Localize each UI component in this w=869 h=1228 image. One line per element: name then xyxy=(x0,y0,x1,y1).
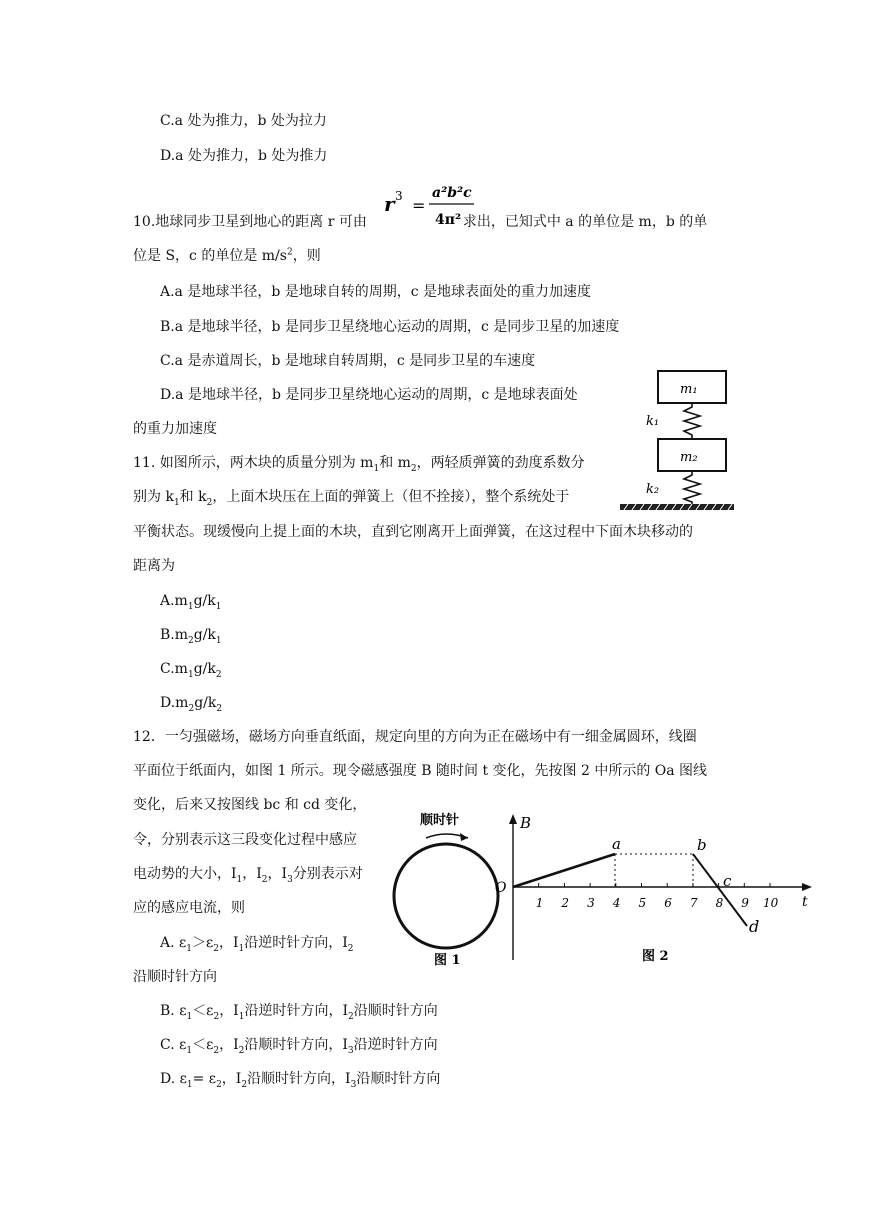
q10-stem-line1 xyxy=(133,215,707,229)
point-c-label: c xyxy=(723,872,732,890)
y-axis-arrow-icon xyxy=(509,814,517,824)
spring-k2 xyxy=(684,471,700,505)
q12-option-d: D. $\varepsilon_1= \varepsilon_2$，$I_2$沿顺时针方向，$I_3$沿顺时针方向 xyxy=(160,1071,441,1090)
q12-stem-line2: 平面位于纸面内，如图 1 所示。现令磁感强度 B 随时间 t 变化，先按图 2 中所示的 Oa 图线 xyxy=(133,763,708,779)
q12-stem-line1: 12．一匀强磁场，磁场方向垂直纸面，规定向里的方向为正在磁场中有一细金属圆环，线圈 xyxy=(133,729,697,745)
figure-2-caption: 图 2 xyxy=(642,949,669,964)
segment-bcd xyxy=(693,854,747,926)
formula-r: r xyxy=(384,192,395,216)
q11-option-a: $A.m_1g/k_1$ xyxy=(160,593,222,612)
x-tick-label: 1 xyxy=(535,896,544,910)
q11-option-b: $B.m_2g/k_1$ xyxy=(160,627,222,646)
q11-stem-line4: 距离为 xyxy=(133,558,175,574)
q12-option-b: B. $\varepsilon_1<\varepsilon_2$，$I_1$沿逆时针方向，$I_2$沿顺时针方向 xyxy=(160,1003,438,1022)
q12-stem-line5: 电动势的大小，$I_1$，$I_2$，$I_3$分别表示对 xyxy=(133,866,363,885)
q10-option-b: B.a 是地球半径，b 是同步卫星绕地心运动的周期，c 是同步卫星的加速度 xyxy=(160,319,620,335)
q12-option-a-line2: 沿顺时针方向 xyxy=(133,969,217,985)
x-tick-label: 4 xyxy=(612,896,621,910)
q10-option-c: C.a 是赤道周长，b 是地球自转周期，c 是同步卫星的车速度 xyxy=(160,353,536,369)
figure-2-graph xyxy=(494,808,816,968)
x-tick-label: 6 xyxy=(664,896,672,910)
q10-option-d-line2: 的重力加速度 xyxy=(133,421,217,437)
clockwise-label: 顺时针 xyxy=(420,813,460,828)
q12-stem-line6: 应的感应电流，则 xyxy=(133,900,245,916)
formula-denominator: 4π² xyxy=(435,212,462,228)
q10-option-d-line1: D.a 是地球半径，b 是同步卫星绕地心运动的周期，c 是地球表面处 xyxy=(160,387,578,403)
q10-stem-line2: 位是 S，c 的单位是 $m/s^2$，则 xyxy=(133,247,321,264)
spring-block-figure xyxy=(618,367,736,513)
q10-stem-b: 求出，已知式中 a 的单位是 m，b 的单 xyxy=(462,214,708,230)
point-d-label: d xyxy=(749,917,760,936)
x-tick-label: 9 xyxy=(741,896,749,910)
x-axis-arrow-icon xyxy=(802,883,812,891)
spring-k1 xyxy=(684,403,700,439)
q9-option-c: C.a 处为推力，b 处为拉力 xyxy=(160,113,327,129)
x-tick-label: 3 xyxy=(587,896,595,910)
q12-option-c: C. $\varepsilon_1<\varepsilon_2$，$I_2$沿顺时针方向，$I_3$沿逆时针方向 xyxy=(160,1037,438,1056)
x-tick-label: 5 xyxy=(638,896,647,910)
q11-stem-line2: 别为 $k_1$和 $k_2$，上面木块压在上面的弹簧上（但不拴接），整个系统处于 xyxy=(133,489,570,508)
q11-stem-line3: 平衡状态。现缓慢向上提上面的木块，直到它刚离开上面弹簧，在这过程中下面木块移动的 xyxy=(133,524,693,540)
label-k2: k₂ xyxy=(646,482,660,497)
origin-label: O xyxy=(495,880,507,896)
figure-1-ring xyxy=(388,808,508,968)
formula-r-exp: 3 xyxy=(395,189,403,203)
formula-numerator: a²b²c xyxy=(432,185,472,201)
y-axis-label: B xyxy=(520,814,532,832)
q10-option-a: A.a 是地球半径，b 是地球自转的周期，c 是地球表面处的重力加速度 xyxy=(160,284,592,300)
x-tick-label: 2 xyxy=(561,896,570,910)
x-tick-label: 7 xyxy=(689,896,698,910)
figure-1-caption: 图 1 xyxy=(434,953,461,968)
q12-stem-line3: 变化，后来又按图线 bc 和 cd 变化， xyxy=(133,797,367,813)
x-tick-label: 10 xyxy=(763,896,779,910)
q12-option-a-line1: A. $\varepsilon_1>\varepsilon_2$，$I_1$沿逆时针方向，$I_2$ xyxy=(160,935,354,954)
q11-option-d: $D.m_2g/k_2$ xyxy=(160,695,223,714)
point-a-label: a xyxy=(612,835,621,853)
q9-option-d: D.a 处为推力，b 处为推力 xyxy=(160,148,328,164)
x-axis-label: t xyxy=(802,894,808,910)
metal-ring xyxy=(394,844,498,948)
q10-stem-a: 10.地球同步卫星到地心的距离 r 可由 xyxy=(133,214,367,230)
segment-oa xyxy=(513,854,615,887)
label-k1: k₁ xyxy=(646,414,660,429)
q11-option-c: $C.m_1g/k_2$ xyxy=(160,661,222,680)
ground xyxy=(620,504,734,510)
label-m1: m₁ xyxy=(680,382,698,397)
q12-stem-line4: 令，分别表示这三段变化过程中感应 xyxy=(133,832,357,848)
point-b-label: b xyxy=(697,836,707,854)
q11-stem-line1: 11. 如图所示，两木块的质量分别为 $m_1$和 $m_2$，两轻质弹簧的劲度系数分 xyxy=(133,455,585,474)
x-tick-label: 8 xyxy=(715,896,724,910)
formula-eq: = xyxy=(412,196,426,215)
label-m2: m₂ xyxy=(680,450,698,465)
